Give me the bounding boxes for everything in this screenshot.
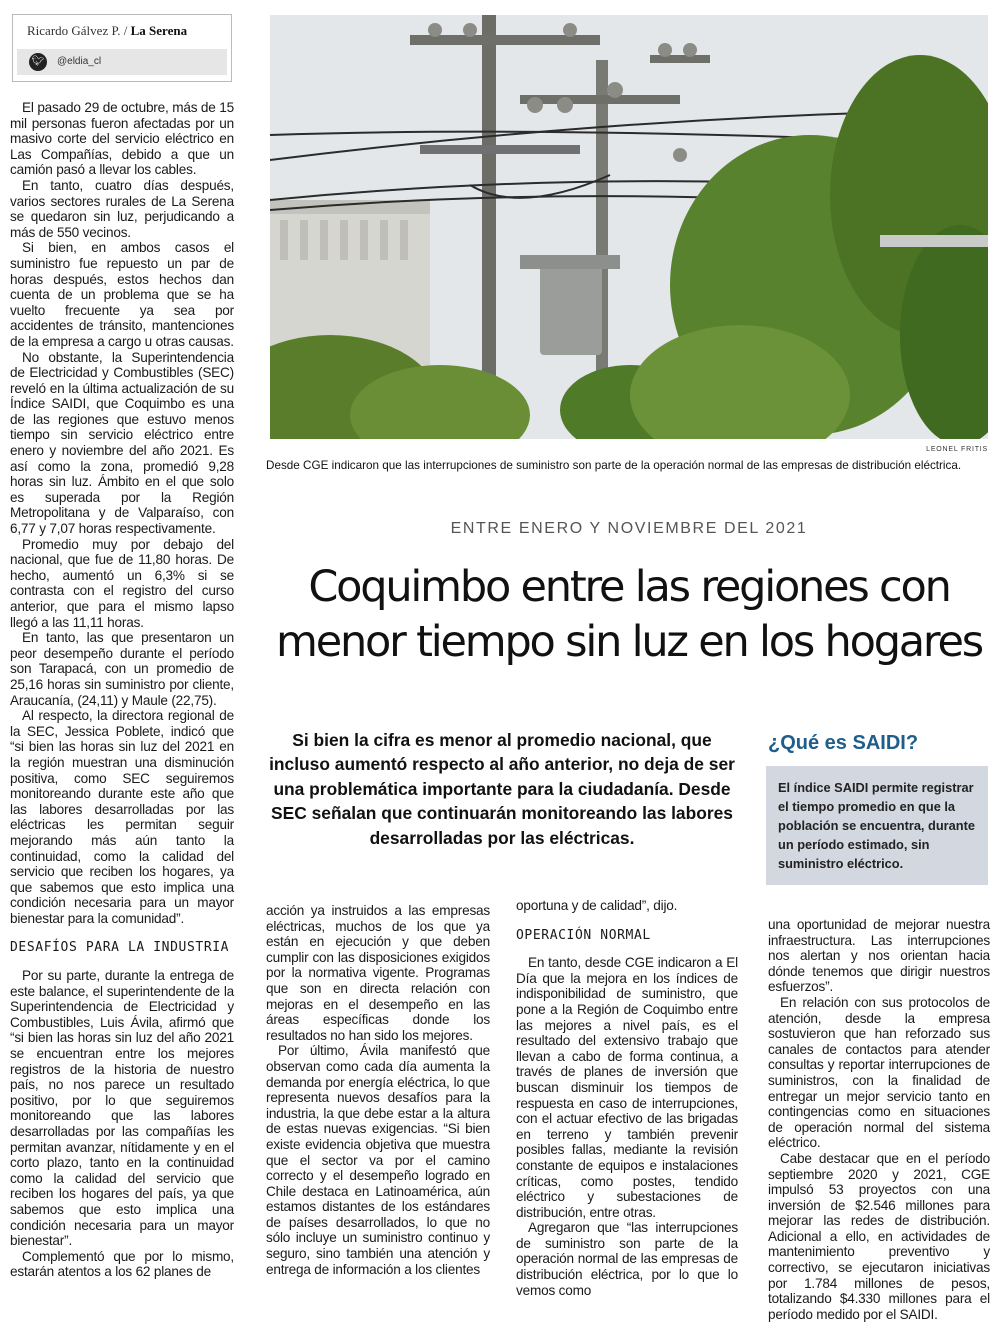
photo-caption: Desde CGE indicaron que las interrupciones de suministro son parte de la operación normal de las empresas de distribución eléctrica.: [266, 459, 962, 472]
subhead-desafios: DESAFÍOS PARA LA INDUSTRIA: [10, 940, 230, 956]
author-location: La Serena: [130, 23, 188, 38]
paragraph: una oportunidad de mejorar nuestra infraestructura. Las interrupciones nos alertan y nos orientan hacia dónde tenemos que dirigir nuestros esfuerzos”.: [768, 917, 990, 995]
paragraph: Cabe destacar que en el período septiembre 2020 y 2021, CGE impulsó 53 proyectos con una inversión de $2.546 millones para mejorar las redes de distribución. Adicional a ello, en actividades de mantenimiento preventivo y correctivo, se ejecutaron iniciativas por 1.784 millones de pesos, totalizando $4.330 millones para el período medido por el SAIDI.: [768, 1150, 990, 1322]
article-kicker: ENTRE ENERO Y NOVIEMBRE DEL 2021: [450, 520, 808, 537]
paragraph: En tanto, las que presentaron un peor desempeño durante el período son Tarapacá, con un promedio de 25,16 horas sin suministro por cliente, Araucanía, (24,11) y Maule (22,75).: [10, 630, 234, 708]
paragraph: acción ya instruidos a las empresas eléctricas, muchos de los que ya están en ejecución y que deben cumplir con las disposiciones exigidos por la normativa vigente. Programas que son en directa relación con mejoras en el desempeño en las áreas específicas donde los resultados no han sido los mejores.: [266, 903, 490, 1043]
paragraph: Al respecto, la directora regional de la SEC, Jessica Poblete, indicó que “si bien las horas sin luz del 2021 en la región muestran una disminución positiva, como SEC seguiremos monitoreando durante este año que las labores desarrolladas por las eléctricas les permitan seguir mejorando más aún tanto la continuidad, como la calidad del servicio que reciben los hogares, ya que sabemos que esto implica una condición necesaria para un mayor bienestar para la comunidad”.: [10, 708, 234, 926]
paragraph: En tanto, desde CGE indicaron a El Día que la mejora en los índices de indisponibilidad de suministro, que pone a la Región de Coquimbo entre las mejores a nivel país, es el resultado del extensivo trabajo que llevan a cabo de forma continua, a través de planes de inversión que buscan disminuir los tiempos de respuesta en caso de interrupciones, con el actuar efectivo de las brigadas en terreno y también prevenir posibles fallas, mediante la revisión constante de equipos e instalaciones críticas, como postes, tendido eléctrico y subestaciones de distribución, entre otras.: [516, 955, 738, 1220]
sidebar-title: ¿Qué es SAIDI?: [768, 732, 919, 754]
article-photo: [270, 15, 988, 439]
twitter-handle[interactable]: @eldia_cl: [57, 56, 102, 67]
paragraph: No obstante, la Superintendencia de Electricidad y Combustibles (SEC) reveló en la última actualización de su Índice SAIDI, que Coquimbo es una de las regiones que estuvo menos tiempo sin servicio eléctrico entre enero y noviembre del año 2021. Es así como la zona, promedió 9,28 horas sin luz. Ámbito en el que solo es superada por la Región Metropolitana y de Valparaíso, con 6,77 y 7,07 horas respectivamente.: [10, 349, 234, 537]
paragraph: Promedio muy por debajo del nacional, que fue de 11,80 horas. De hecho, aumentó un 6,3% si se contrasta con el registro del curso anterior, que para el mismo lapso llegó a las 11,11 horas.: [10, 536, 234, 630]
twitter-icon[interactable]: 🐦︎: [29, 53, 47, 71]
byline-box: [12, 14, 232, 82]
byline-author: Ricardo Gálvez P. / La Serena: [27, 23, 188, 38]
paragraph: En relación con sus protocolos de atención, desde la empresa sostuvieron que han reforzado sus canales de contactos para atender consultas y reportar interrupciones de suministros, con la finalidad de entregar un mejor servicio tanto en contingencias como en situaciones de operación normal del sistema eléctrico.: [768, 994, 990, 1151]
paragraph: El pasado 29 de octubre, más de 15 mil personas fueron afectadas por un masivo corte del servicio eléctrico en Las Compañías, debido a que un camión pasó a llevar los cables.: [10, 100, 234, 178]
paragraph: En tanto, cuatro días después, varios sectores rurales de La Serena se quedaron sin luz, perjudicando a más de 550 vecinos.: [10, 177, 234, 240]
power-pole-illustration: [270, 15, 988, 439]
paragraph: Por su parte, durante la entrega de este balance, el superintendente de la Superintendencia de Electricidad y Combustibles, Luis Ávila, afirmó que “si bien las horas sin luz del año 2021 se encuentran entre los mejores registros de la historia de nuestro país, no nos parece un resultado positivo, por lo que seguiremos monitoreando que las labores desarrolladas por las compañías les permitan avanzar, nítidamente y en el corto plazo, tanto en la continuidad como la calidad del servicio que reciben los hogares del país, ya que sabemos que esto implica una condición necesaria para un mayor bienestar”.: [10, 968, 234, 1249]
body-column-2: [266, 903, 490, 1277]
body-column-3: [516, 898, 738, 1298]
sidebar-text: El índice SAIDI permite registrar el tiempo promedio en que la población se encuentra, durante un período estimado, sin suministro eléctrico.: [778, 780, 975, 871]
article-deck: Si bien la cifra es menor al promedio nacional, que incluso aumentó respecto al año anterior, no deja de ser una problemática importante para la ciudadanía. Desde SEC señalan que continuarán monitoreando las labores desarrolladas por las eléctricas.: [269, 730, 735, 848]
paragraph: Agregaron que “las interrupciones de suministro son parte de la operación normal de las empresas de distribución eléctrica, por lo que lo vemos como: [516, 1220, 738, 1298]
body-column-4: [768, 917, 990, 1322]
body-column-1: [10, 100, 234, 1280]
subhead-operacion: OPERACIÓN NORMAL: [516, 927, 651, 943]
headline-line-1: Coquimbo entre las regiones con: [308, 562, 950, 612]
paragraph: Si bien, en ambos casos el suministro fue repuesto un par de horas después, estos hechos dan cuenta de un problema que se ha vuelto frecuente ya sea por accidentes de tránsito, mantenciones de la empresa a cargo u otras causas.: [10, 240, 234, 349]
paragraph: oportuna y de calidad”, dijo.: [516, 898, 678, 913]
headline-line-2: menor tiempo sin luz en los hogares: [276, 617, 982, 667]
social-bar: [17, 49, 227, 75]
photo-credit: LEONEL FRITIS: [926, 446, 988, 453]
article-headline: [262, 560, 996, 670]
paragraph: Complementó que por lo mismo, estarán atentos a los 62 planes de: [10, 1248, 234, 1280]
author-name: Ricardo Gálvez P.: [27, 23, 121, 38]
sidebar-box: [766, 766, 988, 885]
paragraph: Por último, Ávila manifestó que observan como cada día aumenta la demanda por energía eléctrica, lo que representa nuevos desafíos para la industria, la que debe estar a la altura de estas nuevas exigencias. “Si bien existe evidencia objetiva que muestra que el sector va por el camino correcto y el desempeño logrado en Chile destaca en Latinoamérica, aún estamos distantes de los estándares de países desarrollados, lo que no sólo incluye un suministro continuo y seguro, sino también una atención y entrega de información a los clientes: [266, 1043, 490, 1277]
